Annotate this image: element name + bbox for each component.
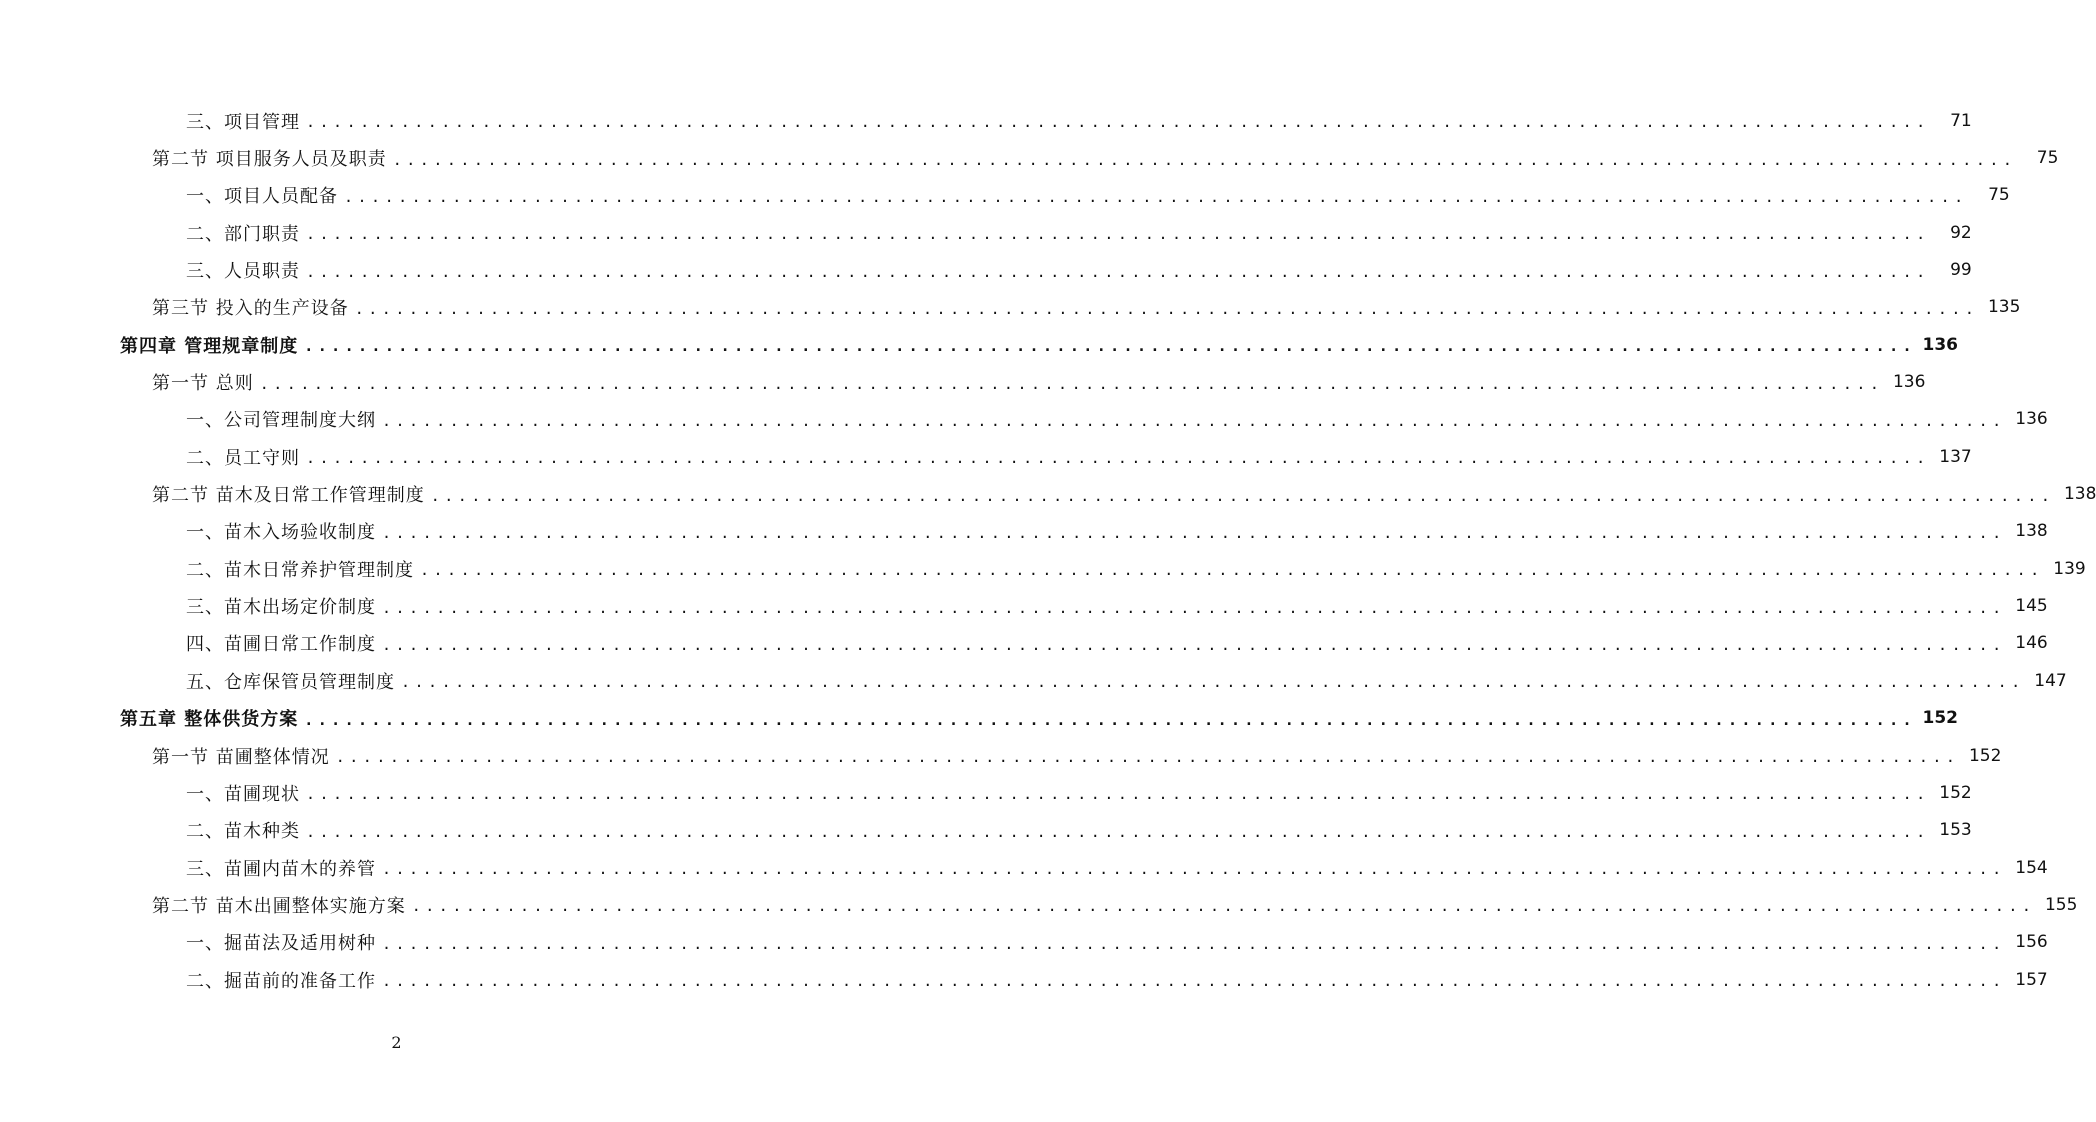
toc-dot-leader: ........................................................................................................................	[344, 187, 1968, 206]
toc-dot-leader: ........................................................................................................................	[306, 113, 1930, 132]
toc-entry-page-number: 137	[1939, 446, 1972, 467]
toc-entry-page-number: 136	[2015, 409, 2048, 430]
toc-dot-leader: ........................................................................................................................	[306, 225, 1930, 244]
toc-entry-title: 第五章 整体供货方案	[120, 709, 299, 731]
toc-chapter-entry[interactable]	[0, 700, 1958, 737]
toc-entry-title: 二、苗木种类	[186, 821, 300, 843]
toc-entry-page-number: 156	[2015, 932, 2048, 953]
toc-section-entry[interactable]	[0, 139, 2059, 176]
toc-dot-leader: ........................................................................................................................	[304, 710, 1916, 729]
toc-entry-page-number: 136	[1922, 334, 1958, 355]
toc-dot-leader: ........................................................................................................................	[382, 411, 2006, 430]
toc-entry-page-number: 145	[2015, 596, 2048, 617]
toc-entry-title: 第二节 苗木出圃整体实施方案	[152, 895, 406, 917]
toc-entry-page-number: 138	[2063, 484, 2096, 505]
toc-entry-title: 一、苗木入场验收制度	[186, 522, 376, 544]
toc-dot-leader: ........................................................................................................................	[306, 449, 1930, 468]
toc-dot-leader: ........................................................................................................................	[382, 635, 2006, 654]
toc-entry-page-number: 157	[2015, 969, 2048, 990]
toc-entry-page-number: 152	[1922, 708, 1958, 729]
toc-entry-title: 三、项目管理	[186, 111, 300, 133]
toc-entry-page-number: 75	[1988, 185, 2010, 206]
toc-subsection-entry[interactable]	[0, 177, 2010, 214]
toc-section-entry[interactable]	[0, 886, 2078, 923]
toc-dot-leader: ........................................................................................................................	[401, 673, 2025, 692]
toc-entry-page-number: 155	[2044, 894, 2078, 915]
toc-entry-title: 第一节 总则	[152, 373, 254, 395]
toc-entry-page-number: 138	[2015, 521, 2048, 542]
toc-subsection-entry[interactable]	[0, 401, 2048, 438]
toc-dot-leader: ........................................................................................................................	[306, 262, 1930, 281]
toc-entry-title: 三、苗圃内苗木的养管	[186, 858, 376, 880]
toc-dot-leader: ........................................................................................................................	[306, 822, 1930, 841]
toc-dot-leader: ........................................................................................................................	[382, 860, 2006, 879]
toc-entry-title: 二、苗木日常养护管理制度	[186, 559, 414, 581]
toc-entry-title: 第四章 管理规章制度	[120, 335, 299, 357]
toc-subsection-entry[interactable]	[0, 438, 1972, 475]
toc-subsection-entry[interactable]	[0, 550, 2086, 587]
toc-entry-title: 二、员工守则	[186, 447, 300, 469]
toc-entry-title: 二、部门职责	[186, 223, 300, 245]
toc-dot-leader: ........................................................................................................................	[304, 337, 1916, 356]
toc-subsection-entry[interactable]	[0, 102, 1972, 139]
toc-subsection-entry[interactable]	[0, 924, 2048, 961]
toc-dot-leader: ........................................................................................................................	[420, 561, 2044, 580]
toc-entry-page-number: 136	[1892, 372, 1926, 393]
toc-entry-page-number: 139	[2053, 558, 2086, 579]
toc-section-entry[interactable]	[0, 737, 2002, 774]
toc-entry-page-number: 147	[2034, 670, 2067, 691]
toc-dot-leader: ........................................................................................................................	[382, 934, 2006, 953]
toc-subsection-entry[interactable]	[0, 812, 1972, 849]
toc-entry-title: 二、掘苗前的准备工作	[186, 970, 376, 992]
toc-entry-title: 第二节 苗木及日常工作管理制度	[152, 485, 425, 507]
toc-entry-page-number: 154	[2015, 857, 2048, 878]
toc-dot-leader: ........................................................................................................................	[382, 598, 2006, 617]
toc-dot-leader: ........................................................................................................................	[354, 299, 1979, 318]
toc-entry-title: 一、项目人员配备	[186, 186, 338, 208]
toc-entry-title: 四、苗圃日常工作制度	[186, 634, 376, 656]
toc-section-entry[interactable]	[0, 289, 2021, 326]
toc-subsection-entry[interactable]	[0, 662, 2067, 699]
toc-subsection-entry[interactable]	[0, 214, 1972, 251]
toc-subsection-entry[interactable]	[0, 961, 2048, 998]
toc-entry-title: 一、苗圃现状	[186, 783, 300, 805]
toc-dot-leader: ........................................................................................................................	[430, 486, 2055, 505]
toc-entry-title: 第一节 苗圃整体情况	[152, 746, 330, 768]
toc-entry-page-number: 71	[1950, 110, 1972, 131]
toc-subsection-entry[interactable]	[0, 774, 1972, 811]
toc-entry-page-number: 152	[1939, 782, 1972, 803]
toc-entry-page-number: 153	[1939, 820, 1972, 841]
toc-entry-title: 一、公司管理制度大纲	[186, 410, 376, 432]
toc-dot-leader: ........................................................................................................................	[306, 785, 1930, 804]
toc-subsection-entry[interactable]	[0, 513, 2048, 550]
toc-subsection-entry[interactable]	[0, 251, 1972, 288]
page-number: 2	[391, 1033, 402, 1052]
toc-subsection-entry[interactable]	[0, 625, 2048, 662]
toc-entry-title: 一、掘苗法及适用树种	[186, 933, 376, 955]
toc-entry-title: 第二节 项目服务人员及职责	[152, 149, 387, 171]
toc-dot-leader: ........................................................................................................................	[382, 523, 2006, 542]
toc-entry-page-number: 92	[1950, 222, 1972, 243]
toc-subsection-entry[interactable]	[0, 849, 2048, 886]
toc-entry-page-number: 152	[1968, 745, 2002, 766]
toc-chapter-entry[interactable]	[0, 326, 1958, 363]
toc-dot-leader: ........................................................................................................................	[382, 972, 2006, 991]
toc-entry-title: 五、仓库保管员管理制度	[186, 671, 395, 693]
toc-dot-leader: ........................................................................................................................	[392, 150, 2017, 169]
toc-entry-title: 三、人员职责	[186, 261, 300, 283]
toc-dot-leader: ........................................................................................................................	[335, 748, 1960, 767]
toc-subsection-entry[interactable]	[0, 587, 2048, 624]
toc-section-entry[interactable]	[0, 363, 1926, 400]
toc-dot-leader: ........................................................................................................................	[411, 897, 2036, 916]
toc-dot-leader: ........................................................................................................................	[259, 374, 1884, 393]
toc-entry-page-number: 135	[1987, 297, 2021, 318]
toc-section-entry[interactable]	[0, 475, 2096, 512]
toc-entry-title: 三、苗木出场定价制度	[186, 597, 376, 619]
toc-entry-page-number: 75	[2036, 148, 2059, 169]
toc-entry-page-number: 99	[1950, 260, 1972, 281]
toc-entry-title: 第三节 投入的生产设备	[152, 298, 349, 320]
toc-entry-page-number: 146	[2015, 633, 2048, 654]
table-of-contents	[0, 102, 2096, 998]
